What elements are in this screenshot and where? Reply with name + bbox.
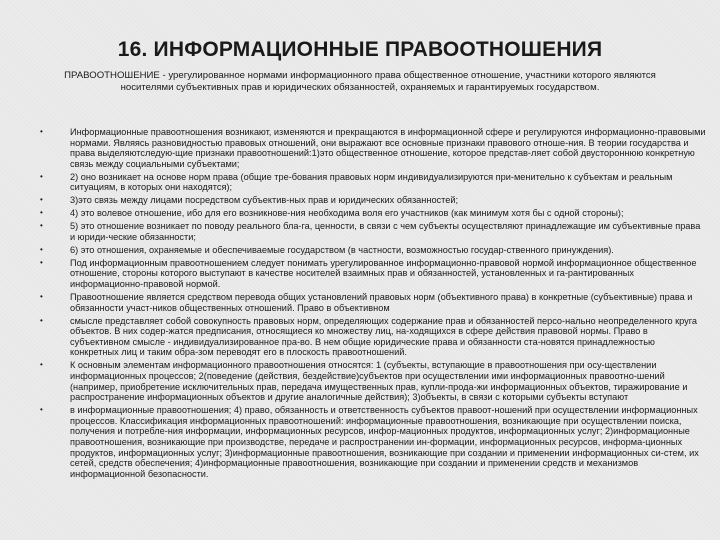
list-item-text: Под информационным правоотношением следует понимать урегулированное информационно-правовой нормой информационное общественное отношение, стороны которого выступают в качестве носителей взаимных прав и обязанностей, установленных и га-рантированных информационно-правовой нормой. [70,257,697,290]
list-item-text: 4) это волевое отношение, ибо для его возникнове-ния необходима воля его участников (как минимум хотя бы с одной стороны); [70,208,624,219]
list-item [38,172,706,193]
bullet-icon: • [40,315,43,325]
list-item [38,245,706,256]
bullet-icon: • [40,244,43,254]
definition-subtitle: ПРАВООТНОШЕНИЕ - урегулированное нормами информационного права общественное отношение, участники которого являются носителями субъективных прав и юридических обязанностей, охраняемых и гарантируемых государством. [64,70,656,93]
list-item [38,405,706,479]
bullet-icon: • [40,221,43,231]
list-item [38,127,706,169]
list-item [38,360,706,402]
list-item [38,316,706,358]
list-item [38,208,706,219]
slide-title: 16. ИНФОРМАЦИОННЫЕ ПРАВООТНОШЕНИЯ [117,38,603,61]
list-item-text: 6) это отношения, охраняемые и обеспечиваемые государством (в частности, возможностью государ-ственного принуждения). [70,244,614,255]
list-item [38,292,706,313]
list-item [38,258,706,290]
bullet-icon: • [40,292,43,302]
list-item [38,221,706,242]
bullet-icon: • [40,195,43,205]
list-item-text: Информационные правоотношения возникают, изменяются и прекращаются в информационной сфере и регулируются информационно-правовыми нормами. Являясь разновидностью правовых отношений, они выражают все основные признаки правового отноше-ния. В теории государства и права выделяютследую-щие признаки правоотношений:1)это общественное отношение, которое представ-ляет собой двустороннюю конкретную связь между социальными субъектами; [70,127,706,169]
list-item-text: К основным элементам информационного правоотношения относятся: 1 (субъекты, вступающие в правоотношения при осу-ществлении информационных процессов; 2(поведение (действия, бездействие)субъектов при осуществлении ими информационных правоотно-шений (например, приобретение исключительных прав, передача имущественных прав, купли-прода-жи информационных объектов, тиражирование и распространение информационных объектов и другие аналогичные действия); 3)объекты, в связи с которыми субъекты вступают [70,360,688,403]
bullet-icon: • [40,360,43,370]
list-item-text: 2) оно возникает на основе норм права (общие тре-бования правовых норм индивидуализируются при-менительно к субъектам и реальным ситуациям, в которых они находятся); [70,171,673,193]
bullet-icon: • [40,171,43,181]
bullet-icon: • [40,127,43,136]
bullet-icon: • [40,405,43,415]
list-item-text: в информационные правоотношения; 4) право, обязанность и ответственность субъектов правоот-ношений при осуществлении информационных процессов. Классификация информационных правоотношений: информационные правоотношения, возникающие при осуществлении поиска, получения и потребле-ния информации, информационных ресурсов, инфор-мационных продуктов, информационных услуг; 2)информационные правоотношения, возникающие при производстве, передаче и распространении ин-формации, информационных ресурсов, информа-ционных продуктов, информационных услуг; 3)информационные правоотношения, возникающие при создании и применении информационных си-стем, их сетей, средств обеспечения; 4)информационные правоотношения, возникающие при создании и применении средств и механизмов информационной безопасности. [70,405,699,479]
list-item-text: 5) это отношение возникает по поводу реального бла-га, ценности, в связи с чем субъекты осуществляют принадлежащие им субъективные права и юриди-ческие обязанности; [70,221,701,242]
bullet-icon: • [40,208,43,218]
list-item-text: 3)это связь между лицами посредством субъектив-ных прав и юридических обязанностей; [70,195,459,206]
bullet-icon: • [40,257,43,267]
list-item [38,195,706,206]
list-item-text: Правоотношение является средством перевода общих установлений правовых норм (объективного права) в конкретные (субъективные) права и обязанности участ-ников общественных отношений. Право в объективном [70,292,693,313]
list-item-text: смысле представляет собой совокупность правовых норм, определяющих содержание прав и обязанностей персо-нально неопределенного круга объектов. В них содер-жатся предписания, относящиеся ко множеству лиц, на-ходящихся в сфере действия правовой нормы. Право в субъективном смысле - индивидуализированное пра-во. В нем общие юридические права и обязанности ста-новятся принадлежностью конкретных лиц и таким обра-зом переводят его в плоскость правоотношений. [70,315,698,358]
bullet-list [38,127,706,482]
